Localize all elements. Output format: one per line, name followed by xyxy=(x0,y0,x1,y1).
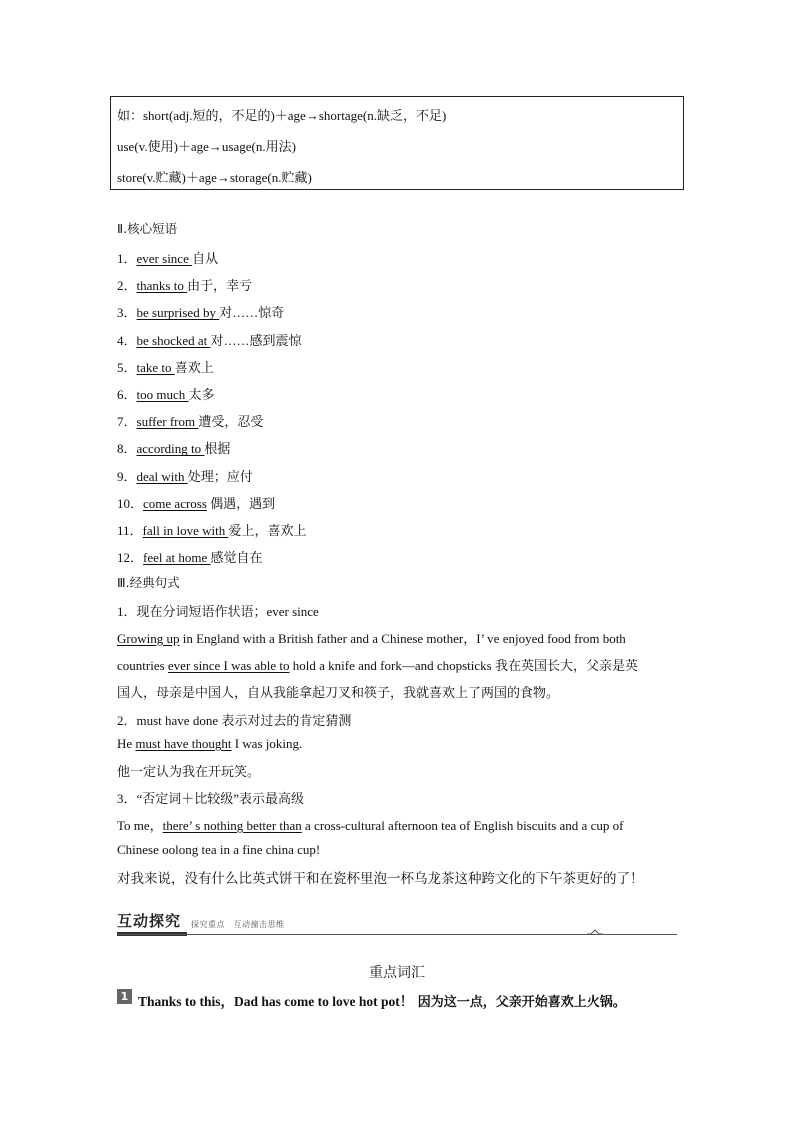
sentence-1-line-2: countries ever since I was able to hold a knife and fork—and chopsticks 我在英国长大，父亲是英 xyxy=(117,658,638,673)
example-line: 如：short(adj.短的，不足的)＋age→shortage(n.缺乏，不足) xyxy=(117,108,447,123)
phrase-chinese: 遭受，忍受 xyxy=(198,414,264,430)
phrase-chinese: 爱上，喜欢上 xyxy=(228,523,307,538)
phrase-english: deal with xyxy=(136,468,188,484)
phrase-english: be surprised by xyxy=(136,305,220,321)
phrase-number: 1． xyxy=(117,251,137,266)
sentence-2-line-2: 他一定认为我在开玩笑。 xyxy=(117,764,261,779)
key-vocab-title: 重点词汇 xyxy=(369,965,425,981)
phrase-item xyxy=(117,411,263,430)
phrase-number: 2． xyxy=(117,278,137,294)
phrase-number: 8． xyxy=(117,441,137,457)
phrase-item xyxy=(117,520,306,539)
phrase-number: 9． xyxy=(117,468,137,484)
phrase-chinese: 喜欢上 xyxy=(174,359,214,375)
section-banner xyxy=(117,910,677,938)
rule-notch-icon xyxy=(587,929,603,937)
banner-subtitle: 探究重点 互动撞击思维 xyxy=(191,920,285,929)
sentence-3-line-2: Chinese oolong tea in a fine china cup! xyxy=(117,842,321,857)
highlight: there’ s nothing better than xyxy=(162,818,302,833)
sentence-3-line-3: 对我来说，没有什么比英式饼干和在瓷杯里泡一杯乌龙茶这种跨文化的下午茶更好的了！ xyxy=(117,871,644,886)
phrase-item xyxy=(117,330,302,349)
phrase-english: too much xyxy=(136,387,189,402)
sentence-1-line-1: Growing up in England with a British father and a Chinese mother，I’ ve enjoyed food from both xyxy=(117,631,626,646)
phrase-number: 10． xyxy=(117,495,144,511)
example-line: store(v.贮藏)＋age→storage(n.贮藏) xyxy=(117,170,312,185)
phrase-item xyxy=(117,384,215,403)
phrase-number: 5． xyxy=(117,359,137,375)
phrase-item xyxy=(117,275,252,294)
phrase-chinese: 对……感到震惊 xyxy=(210,332,302,348)
sentence-1-title: 1．现在分词短语作状语；ever since xyxy=(117,604,319,619)
phrase-item xyxy=(117,493,275,512)
phrase-number: 11． xyxy=(117,523,143,538)
phrase-number: 7． xyxy=(117,414,137,430)
phrase-chinese: 太多 xyxy=(188,387,215,402)
phrase-number: 3． xyxy=(117,305,137,321)
phrase-chinese: 处理；应付 xyxy=(187,468,253,484)
highlight: must have thought xyxy=(135,736,232,751)
example-line: use(v.使用)＋age→usage(n.用法) xyxy=(117,139,296,154)
phrase-english: come across xyxy=(143,495,207,511)
phrase-item xyxy=(117,466,253,485)
phrase-number: 6． xyxy=(117,387,137,402)
phrase-chinese: 偶遇，遇到 xyxy=(206,495,276,511)
sentence-2-title: 2．must have done 表示对过去的肯定猜测 xyxy=(117,713,352,728)
phrase-english: fall in love with xyxy=(142,523,229,538)
phrase-english: take to xyxy=(136,359,175,375)
banner-title: 互动探究 xyxy=(117,912,182,930)
phrase-english: feel at home xyxy=(143,550,211,566)
phrases-heading: Ⅱ.核心短语 xyxy=(117,221,178,236)
phrase-english: according to xyxy=(136,441,205,457)
phrase-number: 12． xyxy=(117,550,144,566)
sentence-3-title: 3．“否定词＋比较级”表示最高级 xyxy=(117,791,305,806)
sentence-1-line-3: 国人，母亲是中国人，自从我能拿起刀叉和筷子，我就喜欢上了两国的食物。 xyxy=(117,685,560,700)
phrase-item xyxy=(117,547,263,566)
phrase-chinese: 自从 xyxy=(192,251,219,266)
word-formation-example-box xyxy=(110,96,684,190)
phrase-item xyxy=(117,357,214,376)
sentence-2-line-1: He must have thought I was joking. xyxy=(117,736,303,751)
sentence-3-line-1: To me，there’ s nothing better than a cross-cultural afternoon tea of English biscuits and a cup of xyxy=(117,818,624,833)
phrase-item xyxy=(117,248,218,267)
highlight: Growing up xyxy=(117,631,180,646)
phrase-english: suffer from xyxy=(136,414,199,430)
phrase-item xyxy=(117,302,284,321)
phrase-chinese: 根据 xyxy=(204,441,231,457)
phrase-number: 4． xyxy=(117,332,137,348)
question-line: Thanks to this，Dad has come to love hot pot！ 因为这一点，父亲开始喜欢上火锅。 xyxy=(138,994,626,1010)
phrase-english: ever since xyxy=(136,251,193,266)
phrase-english: thanks to xyxy=(136,278,188,294)
phrase-chinese: 由于，幸亏 xyxy=(187,278,253,294)
phrase-english: be shocked at xyxy=(136,332,211,348)
highlight: ever since I was able to xyxy=(167,658,290,673)
phrase-chinese: 对……惊奇 xyxy=(219,305,285,321)
question-number-badge: 1 xyxy=(117,989,132,1004)
phrase-item xyxy=(117,438,230,457)
phrase-chinese: 感觉自在 xyxy=(210,550,263,566)
sentences-heading: Ⅲ.经典句式 xyxy=(117,575,180,590)
